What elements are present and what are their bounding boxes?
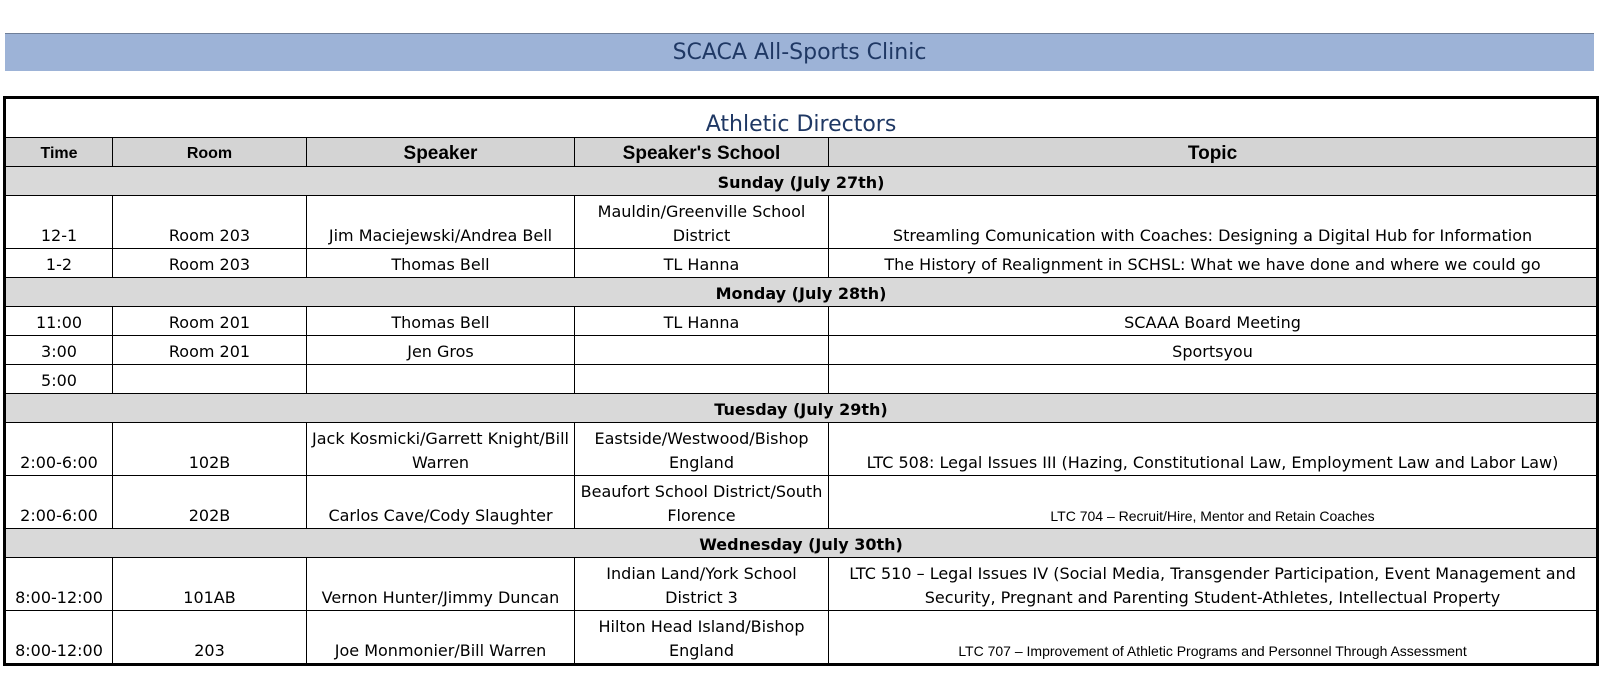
room-cell: Room 203 (113, 249, 307, 278)
room-cell: 101AB (113, 558, 307, 611)
clinic-banner: SCACA All-Sports Clinic (5, 33, 1594, 71)
time-cell: 2:00-6:00 (5, 423, 113, 476)
header-topic: Topic (829, 138, 1598, 167)
room-cell: 203 (113, 611, 307, 665)
table-row (5, 476, 1598, 529)
table-row (5, 307, 1598, 336)
topic-cell: Sportsyou (829, 336, 1598, 365)
day-row-monday (5, 278, 1598, 307)
day-label: Tuesday (July 29th) (5, 394, 1598, 423)
table-row (5, 423, 1598, 476)
topic-cell: LTC 510 – Legal Issues IV (Social Media, Transgender Participation, Event Management and Security, Pregnant and Parenting Student-Athletes, Intellectual Property (829, 558, 1598, 611)
time-cell: 8:00-12:00 (5, 611, 113, 665)
time-cell: 5:00 (5, 365, 113, 394)
topic-cell: SCAAA Board Meeting (829, 307, 1598, 336)
speaker-cell (307, 365, 575, 394)
table-row (5, 365, 1598, 394)
table-row (5, 196, 1598, 249)
speaker-cell: Vernon Hunter/Jimmy Duncan (307, 558, 575, 611)
school-cell: Indian Land/York School District 3 (575, 558, 829, 611)
header-school: Speaker's School (575, 138, 829, 167)
speaker-cell: Carlos Cave/Cody Slaughter (307, 476, 575, 529)
table-title-row (5, 98, 1598, 138)
header-room: Room (113, 138, 307, 167)
speaker-cell: Jack Kosmicki/Garrett Knight/Bill Warren (307, 423, 575, 476)
header-time: Time (5, 138, 113, 167)
table-row (5, 249, 1598, 278)
table-row (5, 336, 1598, 365)
school-cell: TL Hanna (575, 249, 829, 278)
school-cell (575, 336, 829, 365)
time-cell: 8:00-12:00 (5, 558, 113, 611)
speaker-cell: Thomas Bell (307, 249, 575, 278)
school-cell: TL Hanna (575, 307, 829, 336)
day-row-tuesday (5, 394, 1598, 423)
header-row (5, 138, 1598, 167)
school-cell: Eastside/Westwood/Bishop England (575, 423, 829, 476)
topic-cell: LTC 704 – Recruit/Hire, Mentor and Retain Coaches (829, 476, 1598, 529)
speaker-cell: Jim Maciejewski/Andrea Bell (307, 196, 575, 249)
schedule-table (3, 96, 1599, 666)
time-cell: 3:00 (5, 336, 113, 365)
time-cell: 2:00-6:00 (5, 476, 113, 529)
table-row (5, 611, 1598, 665)
day-row-wednesday (5, 529, 1598, 558)
topic-cell: LTC 508: Legal Issues III (Hazing, Constitutional Law, Employment Law and Labor Law) (829, 423, 1598, 476)
school-cell: Beaufort School District/South Florence (575, 476, 829, 529)
day-label: Wednesday (July 30th) (5, 529, 1598, 558)
room-cell: Room 203 (113, 196, 307, 249)
day-label: Sunday (July 27th) (5, 167, 1598, 196)
time-cell: 1-2 (5, 249, 113, 278)
topic-cell: Streamling Comunication with Coaches: Designing a Digital Hub for Information (829, 196, 1598, 249)
day-row-sunday (5, 167, 1598, 196)
room-cell: Room 201 (113, 336, 307, 365)
room-cell (113, 365, 307, 394)
room-cell: Room 201 (113, 307, 307, 336)
time-cell: 12-1 (5, 196, 113, 249)
school-cell: Hilton Head Island/Bishop England (575, 611, 829, 665)
speaker-cell: Joe Monmonier/Bill Warren (307, 611, 575, 665)
header-speaker: Speaker (307, 138, 575, 167)
topic-cell: The History of Realignment in SCHSL: What we have done and where we could go (829, 249, 1598, 278)
speaker-cell: Thomas Bell (307, 307, 575, 336)
topic-cell: LTC 707 – Improvement of Athletic Programs and Personnel Through Assessment (829, 611, 1598, 665)
table-row (5, 558, 1598, 611)
school-cell (575, 365, 829, 394)
topic-cell (829, 365, 1598, 394)
school-cell: Mauldin/Greenville School District (575, 196, 829, 249)
table-title: Athletic Directors (5, 98, 1598, 138)
speaker-cell: Jen Gros (307, 336, 575, 365)
time-cell: 11:00 (5, 307, 113, 336)
room-cell: 202B (113, 476, 307, 529)
day-label: Monday (July 28th) (5, 278, 1598, 307)
room-cell: 102B (113, 423, 307, 476)
